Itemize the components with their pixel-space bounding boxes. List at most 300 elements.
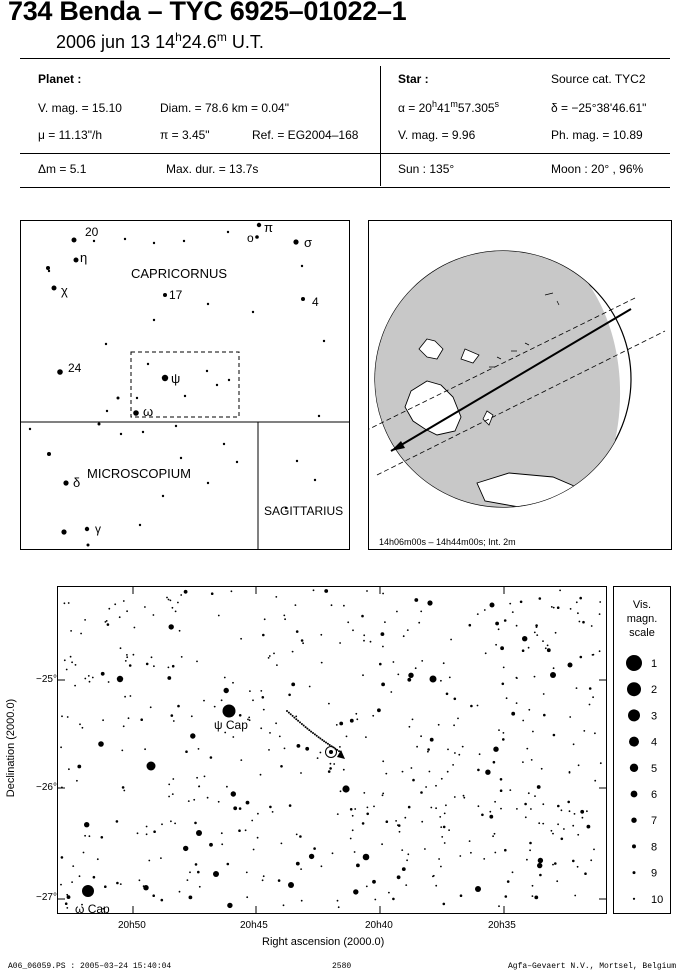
- field-star: [542, 823, 544, 825]
- field-star: [233, 806, 237, 810]
- field-star: [272, 811, 274, 813]
- field-star: [227, 903, 232, 908]
- field-star: [328, 703, 330, 705]
- track-point: [288, 712, 290, 714]
- field-star: [572, 860, 575, 863]
- field-star: [443, 903, 446, 906]
- field-star: [516, 677, 518, 679]
- field-star: [418, 622, 420, 624]
- field-star: [126, 610, 128, 612]
- field-star: [253, 849, 255, 851]
- field-star: [252, 699, 254, 701]
- finder-star: [72, 238, 77, 243]
- planet-heading: Planet :: [38, 72, 82, 86]
- field-star: [173, 720, 175, 722]
- scale-label: 4: [651, 736, 658, 749]
- track-point: [327, 743, 329, 745]
- field-star: [352, 829, 354, 831]
- scale-label: 10: [651, 893, 664, 906]
- planet-motion: μ = 11.13"/h: [38, 128, 102, 142]
- scale-label: 3: [651, 710, 658, 723]
- field-star: [401, 849, 403, 851]
- field-star: [313, 847, 316, 850]
- field-star: [313, 589, 315, 591]
- field-star: [500, 646, 504, 650]
- field-star: [589, 687, 592, 690]
- field-star: [503, 667, 505, 669]
- field-star: [567, 801, 570, 804]
- field-star: [83, 852, 85, 854]
- field-star: [338, 906, 340, 908]
- field-star: [121, 750, 123, 752]
- scale-title-2: magn.: [626, 613, 658, 625]
- track-point: [318, 736, 320, 738]
- field-star: [408, 673, 413, 678]
- field-star: [459, 855, 461, 857]
- bright-star: [213, 871, 219, 877]
- field-star: [161, 899, 164, 902]
- field-star: [251, 820, 253, 822]
- field-star: [411, 767, 413, 769]
- field-star: [320, 752, 322, 754]
- field-star: [382, 793, 384, 795]
- field-star: [89, 835, 91, 837]
- star-label-eta: η: [80, 250, 88, 265]
- field-star: [296, 862, 300, 866]
- finder-star: [163, 293, 167, 297]
- star-ra: $\alpha = 20^h41^m57.305^s$: [398, 99, 500, 115]
- track-point: [286, 710, 288, 712]
- field-star: [79, 723, 81, 725]
- scale-dots: [626, 655, 663, 906]
- field-star: [523, 639, 525, 641]
- field-star: [427, 748, 430, 751]
- field-star: [174, 823, 176, 825]
- field-star: [240, 638, 242, 640]
- track-point: [314, 733, 316, 735]
- field-star: [362, 674, 364, 676]
- field-star: [592, 696, 594, 698]
- field-star: [457, 718, 459, 720]
- field-star: [495, 622, 499, 626]
- field-star: [444, 813, 446, 815]
- field-star: [578, 764, 580, 766]
- field-star: [232, 736, 234, 738]
- field-star: [333, 763, 335, 765]
- field-star: [563, 828, 565, 830]
- track-point: [306, 728, 308, 730]
- event-datetime: 2006 jun 13 14$^h$24.6$^m$ U.T.: [56, 30, 264, 52]
- field-star: [463, 795, 465, 797]
- field-star: [209, 843, 213, 847]
- field-star: [398, 824, 401, 827]
- field-star: [197, 871, 200, 874]
- target-star: [329, 750, 333, 754]
- field-star: [554, 862, 557, 865]
- field-star: [516, 625, 518, 627]
- field-star: [484, 609, 486, 611]
- field-star: [584, 872, 587, 875]
- field-star: [180, 594, 182, 596]
- scale-label: 1: [651, 658, 658, 670]
- field-star: [60, 746, 62, 748]
- field-star: [445, 804, 447, 806]
- field-star: [440, 866, 442, 868]
- field-star: [407, 853, 409, 855]
- field-star: [61, 856, 64, 859]
- field-star: [414, 598, 418, 602]
- star-label-omega: ω: [143, 404, 154, 419]
- star-label-psi: ψ: [171, 371, 181, 386]
- star-omega-cap: [82, 885, 94, 897]
- field-star: [199, 886, 201, 888]
- field-star: [388, 892, 390, 894]
- field-star: [440, 680, 442, 682]
- finder-star: [180, 457, 182, 459]
- field-star: [97, 858, 99, 860]
- finder-star: [184, 395, 186, 397]
- field-star: [101, 672, 105, 676]
- star-phmag: Ph. mag. = 10.89: [551, 128, 643, 142]
- field-star: [542, 640, 544, 642]
- field-star: [300, 772, 302, 774]
- planet-vmag: V. mag. = 15.10: [38, 101, 122, 115]
- field-star: [454, 698, 457, 701]
- field-star: [354, 851, 356, 853]
- field-star: [449, 677, 451, 679]
- star-label-17: 17: [169, 288, 183, 302]
- field-star: [412, 719, 414, 721]
- field-star: [172, 665, 175, 668]
- field-star: [260, 727, 262, 729]
- field-star: [574, 895, 576, 897]
- field-star: [116, 882, 119, 885]
- field-star: [599, 601, 601, 603]
- field-star: [295, 716, 297, 718]
- finder-star: [296, 460, 298, 462]
- field-star: [168, 784, 170, 786]
- field-star: [493, 761, 496, 764]
- field-star: [559, 590, 561, 592]
- field-star: [60, 884, 62, 886]
- finder-star: [255, 235, 259, 239]
- star-chart: [57, 586, 607, 914]
- scale-label: 6: [651, 789, 658, 801]
- field-star: [239, 714, 242, 717]
- field-star: [170, 820, 172, 822]
- field-star: [522, 761, 524, 763]
- field-star: [386, 820, 389, 823]
- field-star: [531, 759, 533, 761]
- field-star: [301, 639, 304, 642]
- field-star: [458, 754, 460, 756]
- star-label-sigma: σ: [304, 235, 313, 250]
- field-star: [363, 640, 365, 642]
- field-star: [262, 634, 265, 637]
- field-star: [494, 852, 496, 854]
- field-star: [569, 772, 571, 774]
- finder-star: [257, 223, 261, 227]
- field-star: [536, 634, 538, 636]
- field-star: [123, 600, 125, 602]
- field-star: [246, 801, 250, 805]
- field-star: [362, 822, 365, 825]
- field-star: [547, 645, 549, 647]
- field-star: [529, 842, 532, 845]
- field-star: [420, 735, 422, 737]
- page-title: 734 Benda – TYC 6925–01022–1: [8, 0, 407, 26]
- finder-star: [136, 397, 138, 399]
- field-star: [363, 634, 365, 636]
- field-star: [168, 796, 170, 798]
- field-star: [172, 793, 174, 795]
- field-star: [263, 875, 265, 877]
- field-star: [438, 724, 440, 726]
- field-star: [381, 632, 385, 636]
- field-star: [526, 748, 528, 750]
- field-star: [177, 705, 180, 708]
- x-tick-label: 20h40: [365, 920, 393, 931]
- field-star: [64, 659, 66, 661]
- track-point: [292, 715, 294, 717]
- field-star: [500, 808, 502, 810]
- field-star: [67, 716, 69, 718]
- field-star: [181, 656, 183, 658]
- field-star: [231, 590, 233, 592]
- track-point: [321, 739, 323, 741]
- field-star: [269, 806, 272, 809]
- bright-star: [288, 882, 294, 888]
- field-star: [356, 864, 360, 868]
- field-star: [61, 787, 63, 789]
- field-star: [599, 650, 601, 652]
- field-star: [257, 837, 259, 839]
- field-star: [583, 730, 585, 732]
- field-star: [395, 820, 397, 822]
- field-star: [561, 809, 563, 811]
- field-star: [504, 849, 507, 852]
- star-chart-svg: [58, 587, 606, 913]
- field-star: [120, 883, 122, 885]
- field-star: [75, 664, 77, 666]
- field-star: [317, 757, 319, 759]
- field-star: [66, 907, 68, 909]
- table-bottom-rule: [20, 187, 670, 188]
- field-star: [498, 729, 500, 731]
- finder-star: [183, 240, 185, 242]
- field-star: [296, 630, 299, 633]
- field-star: [542, 803, 544, 805]
- track-point: [316, 735, 318, 737]
- field-star: [576, 687, 578, 689]
- field-star: [511, 712, 515, 716]
- finder-star: [323, 340, 325, 342]
- field-star: [520, 601, 523, 604]
- field-star: [354, 808, 356, 810]
- field-star: [532, 731, 534, 733]
- field-star: [278, 879, 281, 882]
- field-star: [280, 765, 283, 768]
- field-star: [224, 677, 226, 679]
- field-star: [339, 746, 341, 748]
- field-star: [339, 642, 341, 644]
- field-star: [526, 859, 528, 861]
- field-star: [382, 794, 384, 796]
- field-star: [320, 634, 322, 636]
- field-star: [556, 880, 558, 882]
- field-star: [227, 863, 230, 866]
- field-star: [268, 657, 270, 659]
- y-tick-label: −25°: [36, 674, 57, 685]
- field-star: [168, 667, 170, 669]
- field-star: [522, 636, 527, 641]
- field-star: [569, 810, 571, 812]
- field-star: [260, 774, 262, 776]
- y-tick-label: −26°: [36, 782, 57, 793]
- field-star: [331, 604, 333, 606]
- field-star: [123, 790, 125, 792]
- field-star: [377, 708, 381, 712]
- field-star: [589, 704, 591, 706]
- field-star: [545, 647, 547, 649]
- field-star: [454, 752, 456, 754]
- constellation-microscopium: MICROSCOPIUM: [87, 466, 191, 481]
- field-star: [108, 608, 110, 610]
- field-star: [541, 768, 543, 770]
- field-star: [329, 767, 332, 770]
- scale-dot: [633, 871, 636, 874]
- field-star: [435, 885, 437, 887]
- field-star: [137, 832, 139, 834]
- finder-star: [162, 495, 164, 497]
- field-star: [283, 615, 285, 617]
- field-star: [483, 858, 485, 860]
- finder-star: [142, 431, 144, 433]
- field-star: [122, 786, 125, 789]
- finder-star: [314, 479, 316, 481]
- field-star: [538, 822, 540, 824]
- field-star: [249, 719, 251, 721]
- field-star: [346, 736, 348, 738]
- finder-star: [153, 242, 155, 244]
- field-star: [485, 652, 487, 654]
- field-star: [553, 667, 555, 669]
- field-star: [366, 813, 369, 816]
- field-star: [555, 632, 557, 634]
- field-star: [343, 605, 345, 607]
- field-star: [125, 660, 127, 662]
- field-star: [372, 880, 376, 884]
- finder-star: [206, 370, 208, 372]
- field-star: [340, 790, 342, 792]
- field-star: [512, 611, 514, 613]
- field-star: [370, 641, 372, 643]
- field-star: [534, 795, 536, 797]
- field-star: [101, 836, 104, 839]
- field-star: [248, 717, 250, 719]
- bright-star: [117, 676, 123, 682]
- field-star: [167, 676, 171, 680]
- field-star: [184, 590, 188, 594]
- field-star: [528, 709, 530, 711]
- field-star: [350, 838, 352, 840]
- field-star: [257, 813, 259, 815]
- track-point: [293, 717, 295, 719]
- globe-panel: [368, 220, 672, 550]
- field-star: [188, 800, 190, 802]
- finder-star: [117, 397, 120, 400]
- field-star: [569, 716, 571, 718]
- field-star: [438, 858, 440, 860]
- field-star: [392, 898, 395, 901]
- finder-star: [105, 343, 107, 345]
- field-star: [522, 649, 525, 652]
- field-star: [580, 656, 583, 659]
- field-star: [300, 868, 302, 870]
- scale-label: 5: [651, 762, 658, 775]
- finder-star: [227, 231, 229, 233]
- field-star: [489, 811, 491, 813]
- field-star: [557, 823, 559, 825]
- field-star: [502, 683, 505, 686]
- track-point: [319, 738, 321, 740]
- field-star: [407, 629, 409, 631]
- field-star: [102, 719, 104, 721]
- field-star: [144, 748, 146, 750]
- field-star: [557, 805, 560, 808]
- field-star: [503, 732, 505, 734]
- field-star: [119, 616, 121, 618]
- field-star: [350, 719, 354, 723]
- finder-star: [74, 258, 79, 263]
- field-star: [594, 780, 596, 782]
- field-star: [502, 738, 505, 741]
- bright-star: [475, 886, 481, 892]
- field-star: [452, 764, 454, 766]
- magnitude-scale: [613, 586, 671, 914]
- field-star: [372, 715, 374, 717]
- field-star: [321, 662, 323, 664]
- field-star: [262, 879, 264, 881]
- field-star: [367, 807, 369, 809]
- field-star: [477, 705, 479, 707]
- field-star: [68, 768, 70, 770]
- bright-star: [430, 676, 437, 683]
- field-star: [440, 826, 442, 828]
- field-star: [189, 871, 191, 873]
- y-tick-label: −27°: [36, 892, 57, 903]
- field-star: [309, 854, 314, 859]
- field-star: [221, 832, 223, 834]
- finder-star: [207, 303, 209, 305]
- field-star: [275, 596, 277, 598]
- footer-number: 2580: [332, 962, 352, 971]
- field-star: [532, 885, 534, 887]
- field-star: [130, 695, 132, 697]
- field-star: [347, 621, 349, 623]
- finder-star: [87, 544, 90, 547]
- field-star: [116, 820, 119, 823]
- field-star: [343, 769, 345, 771]
- planet-parallax: π = 3.45": [160, 128, 210, 142]
- field-star: [577, 866, 579, 868]
- field-star: [577, 834, 579, 836]
- field-star: [551, 606, 553, 608]
- scale-dot: [628, 709, 640, 721]
- field-star: [356, 718, 358, 720]
- field-star: [577, 612, 579, 614]
- star-label-20: 20: [85, 225, 99, 239]
